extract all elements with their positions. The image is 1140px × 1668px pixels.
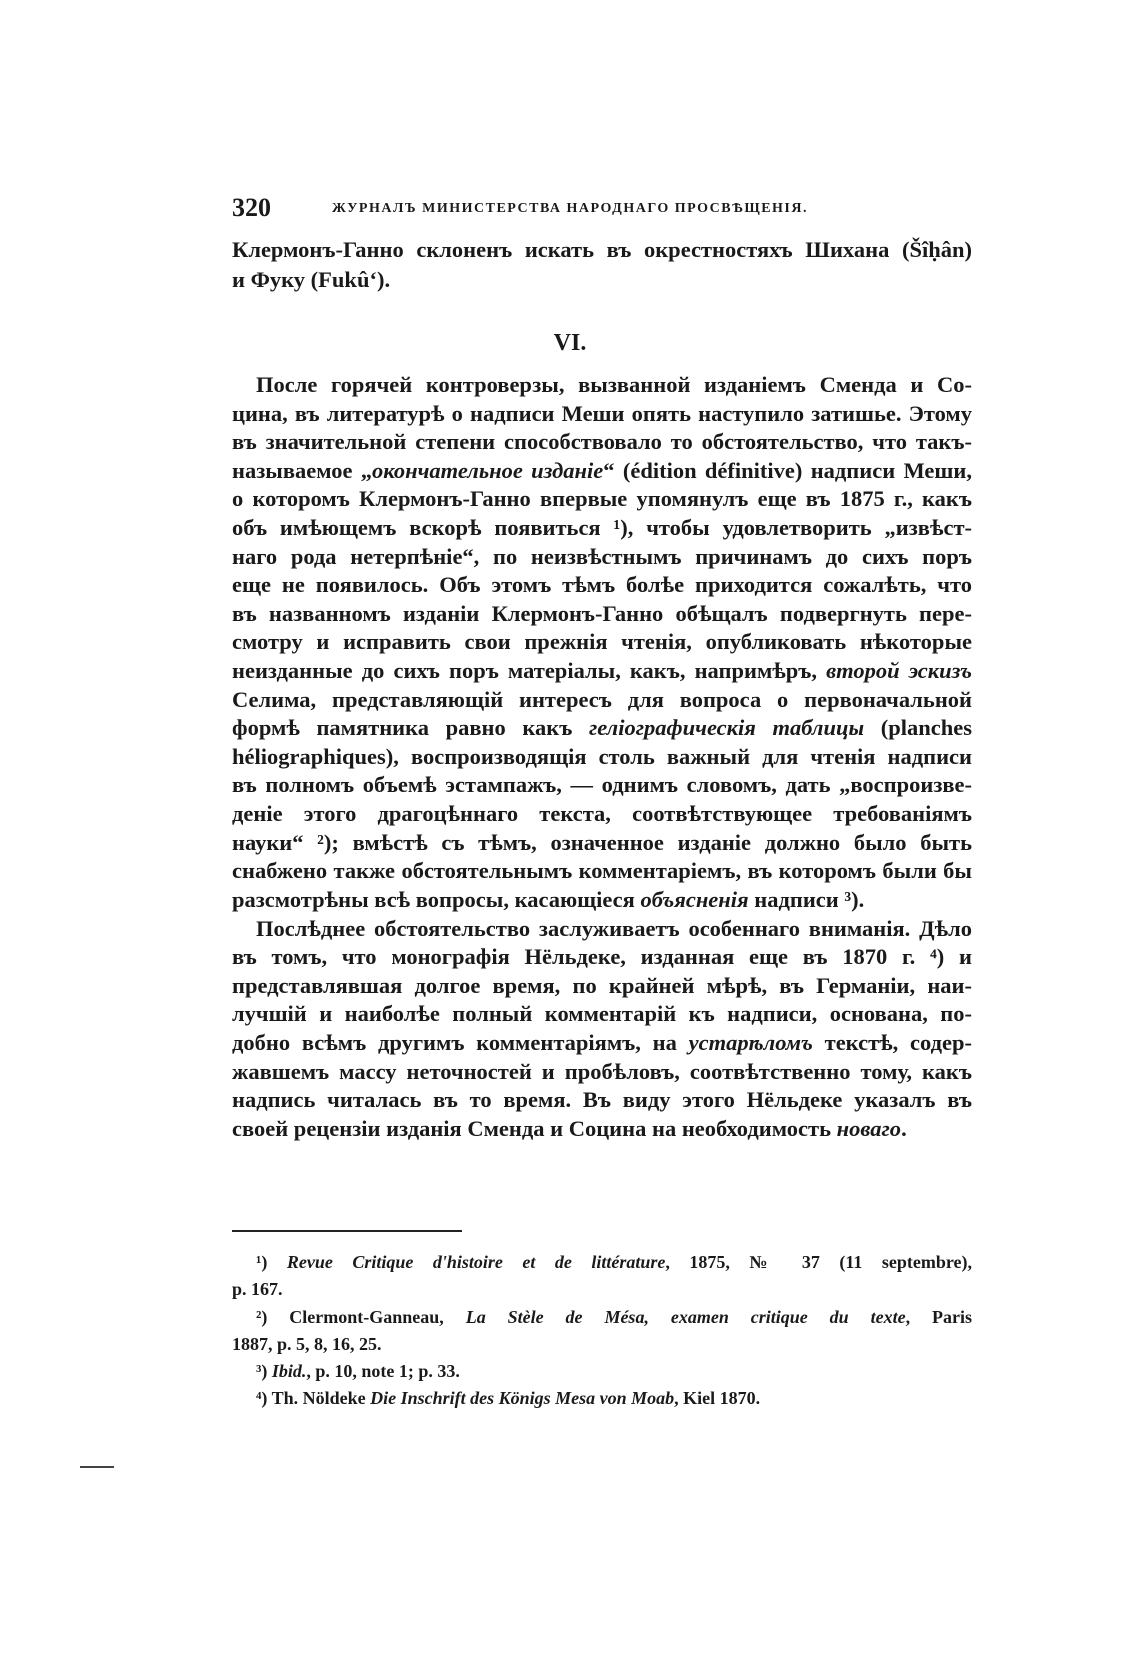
text-line: о которомъ Клермонъ-Ганно впервые упомянулъ еще въ 1875 г., какъ <box>232 486 972 511</box>
text-line: смотру и исправить свои прежнія чтенія, опубликовать нѣкоторые <box>232 629 972 654</box>
emphasis: Revue Critique d'histoire et de littérature <box>286 1252 666 1272</box>
running-title: ЖУРНАЛЪ МИНИСТЕРСТВА НАРОДНАГО ПРОСВѢЩЕНІЯ. <box>332 201 808 216</box>
emphasis: новаго <box>836 1116 902 1141</box>
text-line: жавшемъ массу неточностей и пробѣловъ, соотвѣтственно тому, какъ <box>232 1059 972 1084</box>
footnote-line: p. 167. <box>232 1279 283 1299</box>
footnote-line: ⁴) Th. Nöldeke Die Inschrift des Königs Mesa von Moab, Kiel 1870. <box>256 1388 761 1408</box>
text-line: Селима, представляющій интересъ для вопроса о первоначальной <box>232 687 972 712</box>
page-number: 320 <box>232 193 271 222</box>
section-heading: VI. <box>553 330 587 356</box>
text-line: объ имѣющемъ вскорѣ появиться ¹), чтобы удовлетворить „извѣст- <box>232 515 972 540</box>
text-line: называемое „окончательное изданіе“ (édition définitive) надписи Меши, <box>232 458 972 483</box>
text-line: снабжено также обстоятельнымъ комментаріемъ, въ которомъ были бы <box>232 858 972 883</box>
emphasis: Die Inschrift des Königs Mesa von Moab <box>370 1388 675 1408</box>
margin-mark <box>80 1466 114 1468</box>
footnote-separator <box>232 1230 462 1232</box>
emphasis: второй эскизъ <box>826 658 972 683</box>
text-line: надпись читалась въ то время. Въ виду этого Нёльдеке указалъ въ <box>232 1087 972 1112</box>
text-line: добно всѣмъ другимъ комментаріямъ, на устарѣломъ текстѣ, содер- <box>232 1030 972 1055</box>
emphasis: объясненія <box>640 887 749 912</box>
text-line: разсмотрѣны всѣ вопросы, касающіеся объясненія надписи ³). <box>232 887 865 912</box>
footnote-line: 1887, p. 5, 8, 16, 25. <box>232 1334 382 1354</box>
text-line: своей рецензіи изданія Сменда и Социна на необходимость новаго. <box>232 1116 907 1141</box>
text-line: наго рода нетерпѣніе“, по неизвѣстнымъ причинамъ до сихъ поръ <box>232 544 972 569</box>
emphasis: геліографическія таблицы <box>588 715 865 740</box>
text-line: héliographiques), воспроизводящія столь важный для чтенія надписи <box>232 744 972 769</box>
footnote-line: ³) Ibid., p. 10, note 1; p. 33. <box>256 1361 460 1381</box>
text-line: цина, въ литературѣ о надписи Меши опять наступило затишье. Этому <box>232 401 972 426</box>
footnote-line: ¹) Revue Critique d'histoire et de littérature, 1875, № 37 (11 septembre), <box>256 1252 973 1272</box>
text-line: въ значительной степени способствовало то обстоятельство, что такъ- <box>232 429 972 454</box>
text-line: деніе этого драгоцѣннаго текста, соотвѣтствующее требованіямъ <box>232 801 972 826</box>
text-line: науки“ ²); вмѣстѣ съ тѣмъ, означенное изданіе должно было быть <box>232 830 972 855</box>
text-line: еще не появилось. Объ этомъ тѣмъ болѣе приходится сожалѣть, что <box>232 572 972 597</box>
text-line: представлявшая долгое время, по крайней мѣрѣ, въ Германіи, наи- <box>232 973 972 998</box>
footnote-line: ²) Clermont-Ganneau, La Stèle de Mésa, examen critique du texte, Paris <box>256 1307 972 1327</box>
text-line: въ томъ, что монографія Нёльдеке, изданная еще въ 1870 г. ⁴) и <box>232 944 972 969</box>
text-line: Послѣднее обстоятельство заслуживаетъ особеннаго вниманія. Дѣло <box>256 916 972 941</box>
emphasis: устарѣломъ <box>688 1030 813 1055</box>
emphasis: Ibid. <box>271 1361 307 1381</box>
continuation-line: и Фуку (Fukû‘). <box>232 267 391 292</box>
text-line: въ полномъ объемѣ эстампажъ, — однимъ словомъ, дать „воспроизве- <box>232 772 972 797</box>
text-line: формѣ памятника равно какъ геліографическія таблицы (planches <box>232 715 973 740</box>
continuation-line: Клермонъ-Ганно склоненъ искать въ окрестностяхъ Шихана (Šîḥân) <box>232 237 972 262</box>
text-line: После горячей контроверзы, вызванной изданіемъ Сменда и Со- <box>256 372 972 397</box>
emphasis: окончательное изданіе <box>372 458 604 483</box>
text-line: въ названномъ изданіи Клермонъ-Ганно обѣщалъ подвергнуть пере- <box>232 601 972 626</box>
text-line: лучшій и наиболѣе полный комментарій къ надписи, основана, по- <box>232 1001 972 1026</box>
text-line: неизданные до сихъ поръ матеріалы, какъ, напримѣръ, второй эскизъ <box>232 658 972 683</box>
emphasis: La Stèle de Mésa, examen critique du texte <box>465 1307 906 1327</box>
